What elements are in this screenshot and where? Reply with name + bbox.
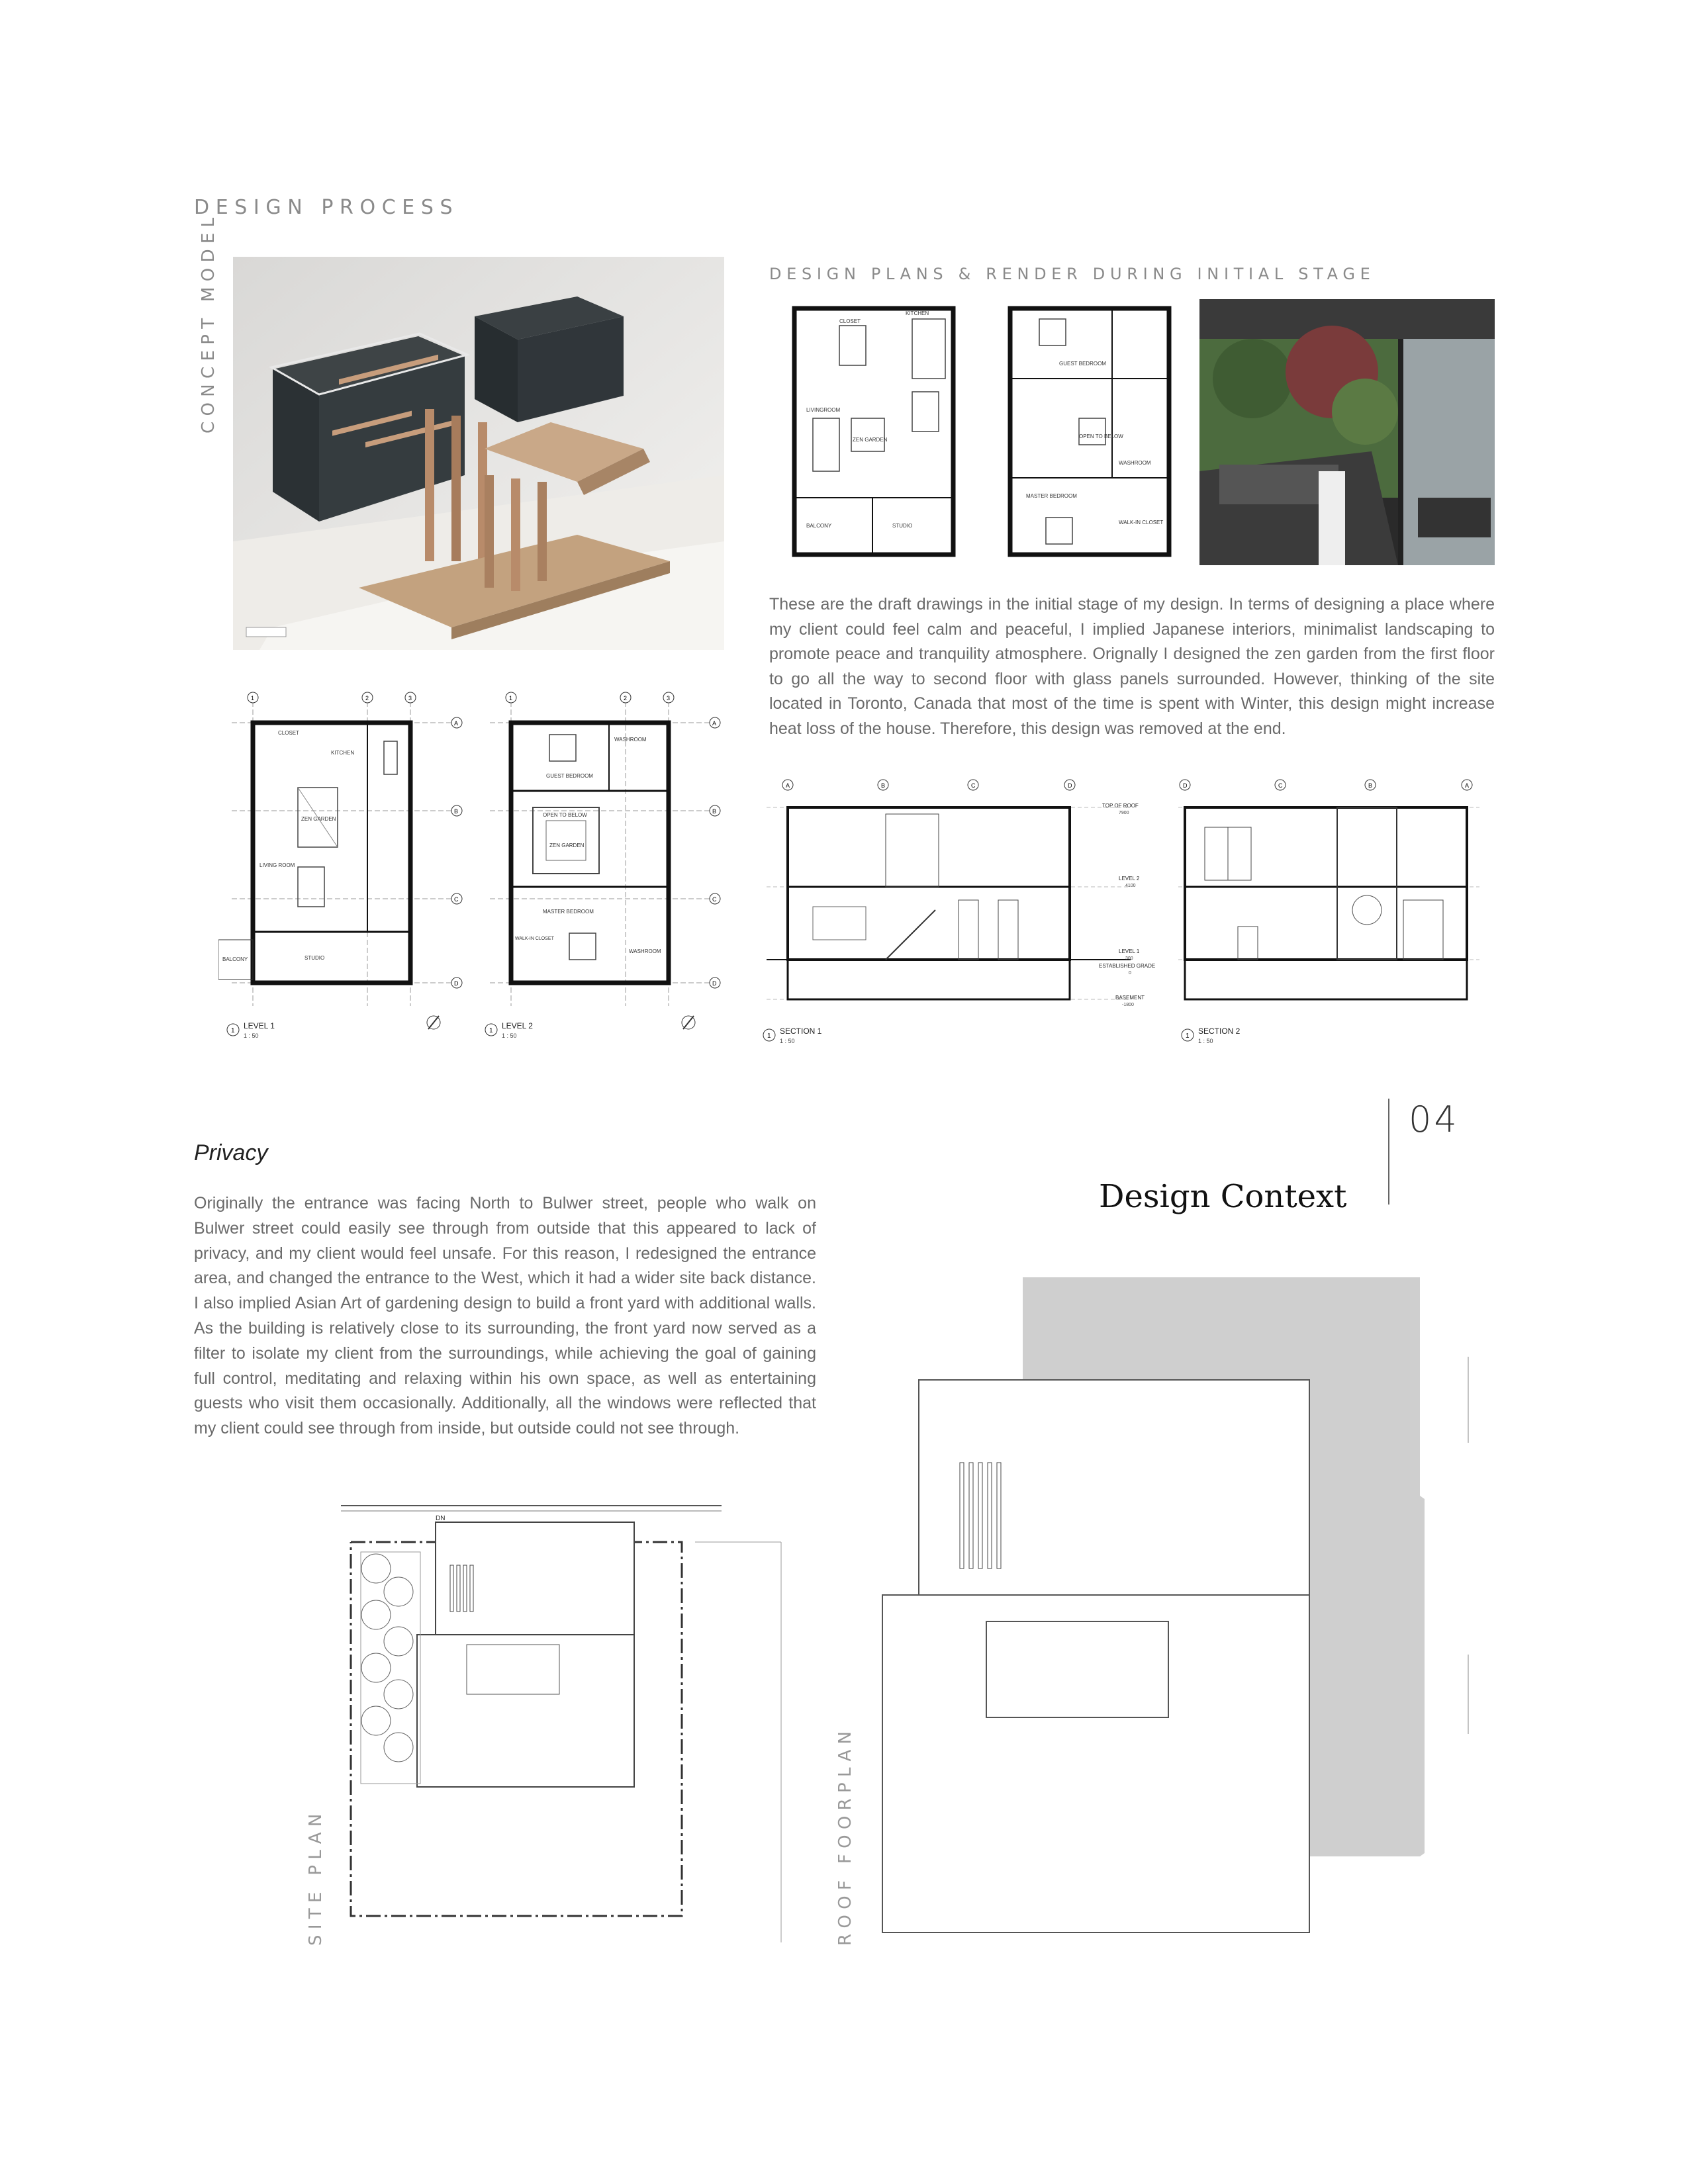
draft-l2-room: WALK-IN CLOSET (1119, 520, 1164, 525)
site-plan-entry-mark: DN (436, 1515, 445, 1522)
plan-l2-room: WASHROOM (614, 737, 647, 743)
section-2-drawing (1178, 768, 1483, 1046)
privacy-heading: Privacy (194, 1140, 268, 1165)
plan-l1-room: BALCONY (222, 956, 248, 962)
section-level-labels (1099, 794, 1178, 1013)
grid-col: D (1068, 782, 1072, 789)
grid-row: D (712, 980, 717, 987)
grid-col: 2 (624, 695, 628, 702)
grid-row: B (712, 808, 717, 815)
draft-l2-room: OPEN TO BELOW (1079, 433, 1123, 439)
grid-col: 1 (251, 695, 255, 702)
initial-stage-title: DESIGN PLANS & RENDER DURING INITIAL STAGE (769, 265, 1376, 283)
draft-l1-room: CLOSET (839, 318, 861, 324)
plan-l1-room: CLOSET (278, 730, 300, 736)
draft-l2-room: GUEST BEDROOM (1059, 361, 1106, 367)
draft-l1-room: LIVINGROOM (806, 407, 841, 413)
plan-l1-scale: 1 : 50 (244, 1032, 259, 1039)
plan-l2-room: WASHROOM (629, 948, 661, 954)
upper-roof (919, 1380, 1309, 1595)
level-elev: 300 (1125, 956, 1133, 961)
grid-row: C (454, 896, 459, 903)
roof-plan-label: ROOF FOORPLAN (835, 1725, 855, 1946)
section-1-label: SECTION 1 (780, 1026, 822, 1036)
plan-l1-room: ZEN GARDEN (301, 816, 336, 822)
lower-roof (882, 1595, 1309, 1933)
level-elev: 0 (1129, 971, 1131, 976)
section-1-drawing (760, 768, 1137, 1046)
grid-row: C (712, 896, 717, 903)
plan-l2-room: GUEST BEDROOM (546, 773, 593, 779)
initial-stage-paragraph: These are the draft drawings in the initial stage of my design. In terms of designing a place where my client could feel calm and peaceful, I implied Japanese interiors, minimalist landscaping to promote peace and tranquility atmosphere. Orignally I designed the zen garden from the first floor to go all the way to second floor with glass panels surrounded. However, thinking of the site located in Toronto, Canada that most of the time is spent with Winter, this design might increase heat loss of the house. Therefore, this design was removed at the end. (769, 595, 1495, 738)
draft-l2-room: MASTER BEDROOM (1026, 493, 1077, 499)
grid-row: B (454, 808, 459, 815)
grid-col: B (1368, 782, 1373, 789)
draft-l2-room: WASHROOM (1119, 460, 1151, 466)
grid-col: D (1183, 782, 1188, 789)
plan-level-2 (477, 688, 728, 1046)
site-plan-label: SITE PLAN (306, 1808, 326, 1946)
grid-col: 1 (509, 695, 513, 702)
draft-l1-room: STUDIO (892, 523, 913, 529)
section-1-num: 1 (767, 1032, 771, 1040)
draft-plan-level-1 (773, 299, 965, 565)
site-plan-drawing (338, 1479, 801, 1942)
design-context-title: Design Context (1099, 1178, 1347, 1215)
concept-model-photo (233, 257, 724, 650)
section-2-scale: 1 : 50 (1198, 1038, 1213, 1044)
level-name: LEVEL 2 (1119, 876, 1140, 882)
privacy-paragraph: Originally the entrance was facing North to Bulwer street, people who walk on Bulwer street could easily see through from outside that this appeared to lack of privacy, and my client would feel unsafe. For this reason, I redesigned the entrance area, and changed the entrance to the West, which it had a wider site back distance. I also implied Asian Art of gardening design to build a front yard with additional walls. As the building is relatively close to its surrounding, the front yard now served as a filter to isolate my client from the surroundings, while achieving the goal of gaining full control, meditating and relaxing within his own space, as well as entertaining guests who visit them occasionally. Additionally, all the windows were reflected that my client could see through from inside, but outside could not see through. (194, 1194, 816, 1438)
plan-l1-room: LIVING ROOM (259, 862, 295, 868)
section-2-num: 1 (1186, 1032, 1190, 1040)
page-number: 04 (1409, 1099, 1460, 1140)
plan-l2-num: 1 (489, 1027, 493, 1034)
grid-col: 2 (365, 695, 369, 702)
draft-plan-level-2 (986, 299, 1178, 565)
level-elev: -1800 (1122, 1003, 1134, 1007)
plan-l2-room: WALK-IN CLOSET (515, 936, 554, 941)
section-2-label: SECTION 2 (1198, 1026, 1241, 1036)
grid-col: A (1465, 782, 1470, 789)
grid-col: B (881, 782, 886, 789)
plan-l1-label: LEVEL 1 (244, 1021, 275, 1030)
plan-l1-num: 1 (231, 1027, 235, 1034)
plan-l1-room: STUDIO (305, 955, 325, 961)
level-name: BASEMENT (1115, 995, 1145, 1001)
grid-col: A (786, 782, 790, 789)
interior-render (1199, 299, 1495, 565)
concept-model-illustration (233, 257, 724, 650)
page-divider (1388, 1099, 1389, 1205)
level-name: TOP OF ROOF (1102, 803, 1139, 809)
section-1-scale: 1 : 50 (780, 1038, 795, 1044)
grid-row: A (454, 720, 459, 727)
plan-l2-room: MASTER BEDROOM (543, 909, 594, 915)
grid-col: 3 (408, 695, 412, 702)
grid-row: D (454, 980, 459, 987)
level-name: LEVEL 1 (1119, 948, 1140, 954)
level-elev: 4100 (1125, 884, 1136, 888)
level-name: ESTABLISHED GRADE (1099, 963, 1156, 969)
concept-model-label: CONCEPT MODEL (199, 212, 218, 433)
draft-l1-room: BALCONY (806, 523, 832, 529)
plan-l2-scale: 1 : 50 (502, 1032, 517, 1039)
section-title: DESIGN PROCESS (194, 196, 459, 219)
north-arrow-icon (427, 1016, 440, 1029)
plan-l1-room: KITCHEN (331, 750, 355, 756)
grid-col: C (1278, 782, 1283, 789)
level-elev: 7900 (1119, 811, 1129, 815)
draft-l1-room: ZEN GARDEN (853, 437, 888, 443)
grid-col: 3 (667, 695, 671, 702)
grid-row: A (712, 720, 717, 727)
draft-l1-room: KITCHEN (906, 310, 929, 316)
plan-l2-room: ZEN GARDEN (549, 842, 585, 848)
grid-col: C (971, 782, 976, 789)
plan-l2-room: OPEN TO BELOW (543, 812, 587, 818)
plan-l1-grid (232, 702, 453, 1006)
north-arrow-icon (682, 1016, 695, 1029)
roof-plan-drawing (861, 1271, 1470, 1946)
plan-level-1 (218, 688, 470, 1046)
plan-l2-label: LEVEL 2 (502, 1021, 533, 1030)
